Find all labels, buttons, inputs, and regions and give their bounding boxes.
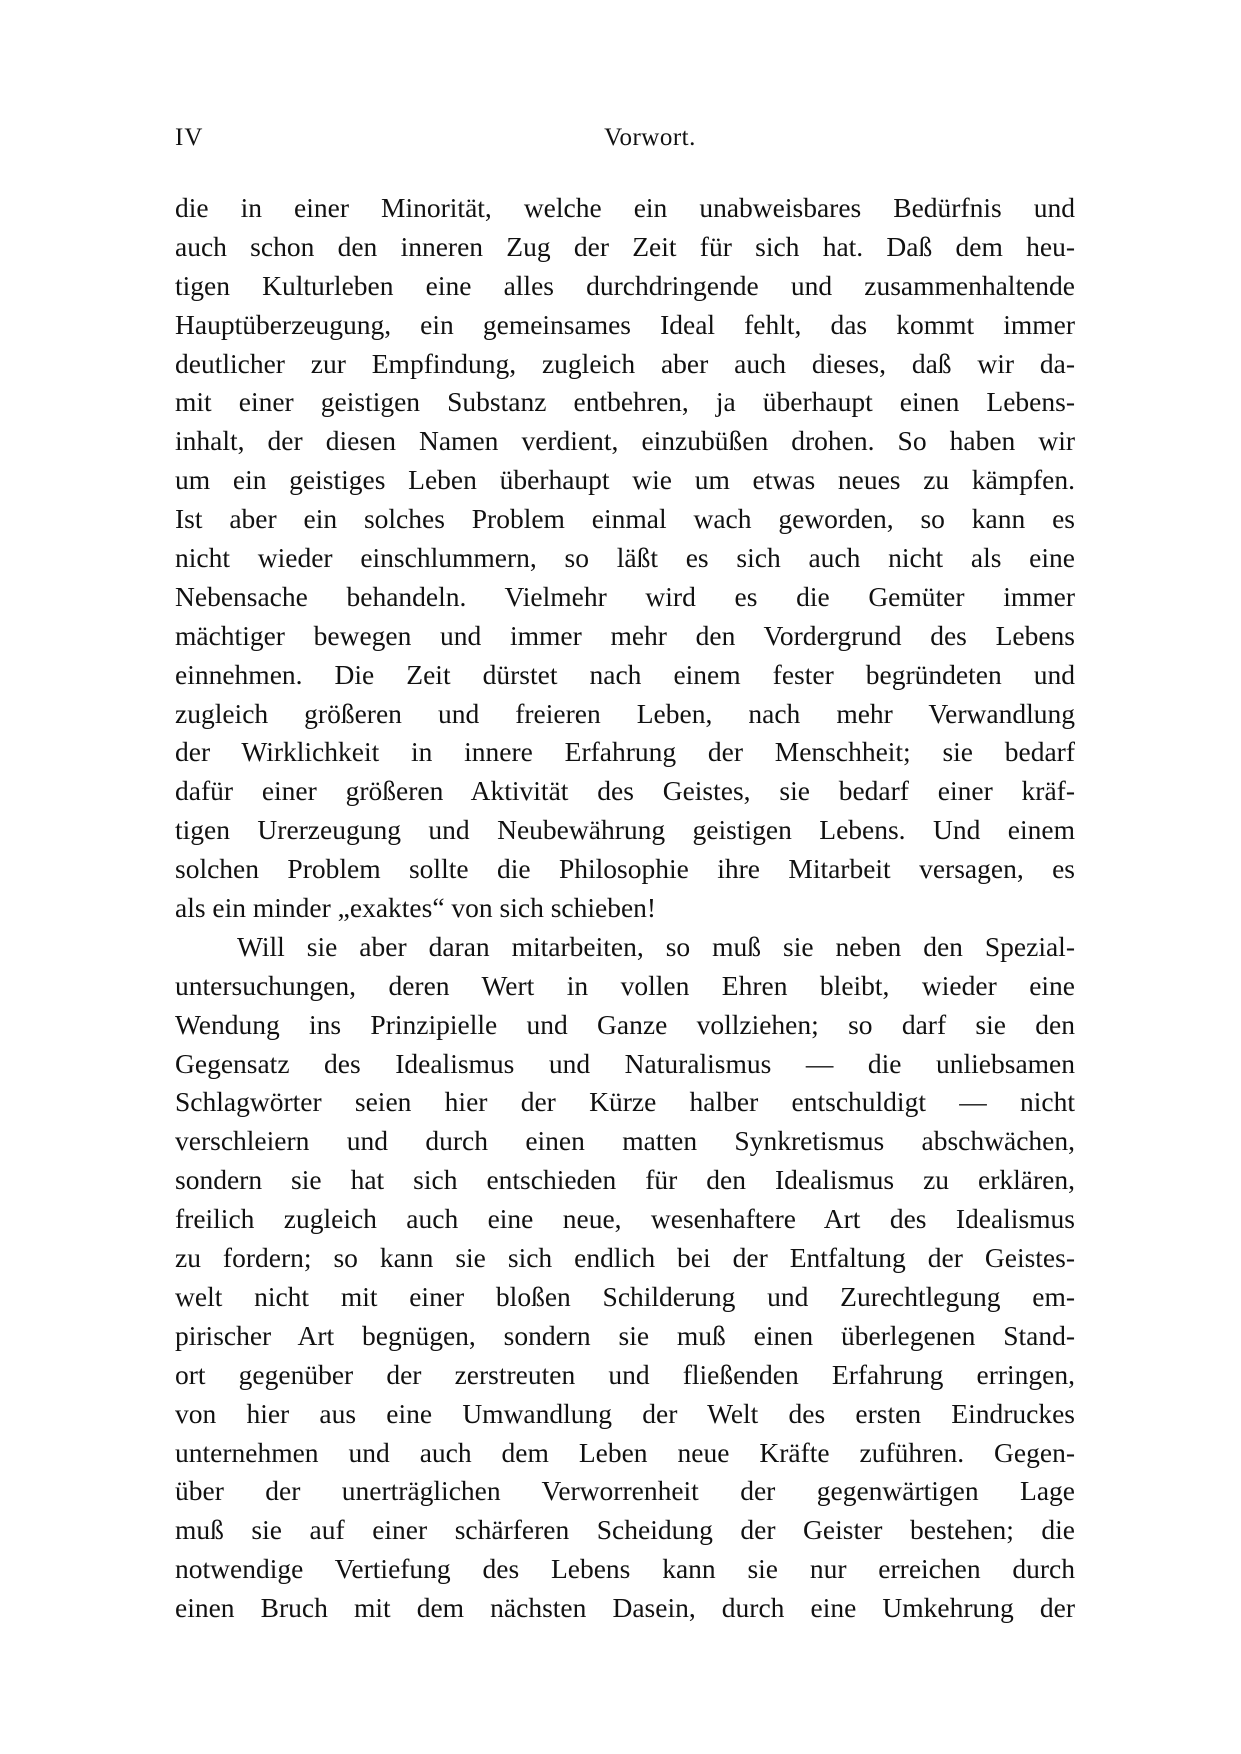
body-text (175, 189, 1075, 1628)
text-line: tigen Kulturleben eine alles durchdringende und zusammenhaltende (175, 269, 1075, 301)
text-line: tigen Urerzeugung und Neubewährung geistigen Lebens. Und einem (175, 814, 1075, 846)
paragraph-first-line: Will sie aber daran mitarbeiten, so muß sie neben den Spezial- (237, 930, 1075, 962)
text-line: untersuchungen, deren Wert in vollen Ehren bleibt, wieder eine (175, 969, 1075, 1001)
text-line: notwendige Vertiefung des Lebens kann sie nur erreichen durch (175, 1553, 1075, 1585)
text-line: ort gegenüber der zerstreuten und fließenden Erfahrung erringen, (175, 1358, 1075, 1390)
text-line: der Wirklichkeit in innere Erfahrung der Menschheit; sie bedarf (175, 736, 1075, 768)
text-line: muß sie auf einer schärferen Scheidung der Geister bestehen; die (175, 1514, 1075, 1546)
text-line: dafür einer größeren Aktivität des Geistes, sie bedarf einer kräf- (175, 775, 1075, 807)
text-line: freilich zugleich auch eine neue, wesenhaftere Art des Idealismus (175, 1203, 1075, 1235)
text-line: verschleiern und durch einen matten Synkretismus abschwächen, (175, 1125, 1075, 1157)
text-line: die in einer Minorität, welche ein unabweisbares Bedürfnis und (175, 192, 1075, 223)
text-line: unternehmen und auch dem Leben neue Kräfte zuführen. Gegen- (175, 1436, 1075, 1468)
text-line: um ein geistiges Leben überhaupt wie um etwas neues zu kämpfen. (175, 464, 1075, 496)
text-line: solchen Problem sollte die Philosophie ihre Mitarbeit versagen, es (175, 853, 1075, 885)
text-line: Wendung ins Prinzipielle und Ganze vollziehen; so darf sie den (175, 1008, 1075, 1040)
text-line: auch schon den inneren Zug der Zeit für sich hat. Daß dem heu- (175, 230, 1075, 262)
text-line: pirischer Art begnügen, sondern sie muß einen überlegenen Stand- (175, 1319, 1075, 1351)
text-line: mächtiger bewegen und immer mehr den Vordergrund des Lebens (175, 619, 1075, 651)
text-line: sondern sie hat sich entschieden für den Idealismus zu erklären, (175, 1164, 1075, 1196)
page-number: IV (175, 124, 204, 151)
running-title: Vorwort. (604, 124, 696, 151)
text-line: über der unerträglichen Verworrenheit der gegenwärtigen Lage (175, 1475, 1075, 1507)
text-line: Schlagwörter seien hier der Kürze halber entschuldigt — nicht (175, 1086, 1075, 1118)
text-line: mit einer geistigen Substanz entbehren, ja überhaupt einen Lebens- (175, 386, 1075, 418)
text-line: von hier aus eine Umwandlung der Welt des ersten Eindruckes (175, 1397, 1075, 1429)
text-line: Gegensatz des Idealismus und Naturalismus — die unliebsamen (175, 1047, 1075, 1079)
text-line: inhalt, der diesen Namen verdient, einzubüßen drohen. So haben wir (175, 425, 1075, 457)
text-line: zugleich größeren und freieren Leben, nach mehr Verwandlung (175, 697, 1075, 729)
text-line: deutlicher zur Empfindung, zugleich aber auch dieses, daß wir da- (175, 347, 1075, 379)
page-header (175, 118, 1075, 158)
paragraph-last-line: als ein minder „exaktes“ von sich schieben! (175, 892, 657, 924)
text-line: nicht wieder einschlummern, so läßt es sich auch nicht als eine (175, 542, 1075, 574)
text-line: einen Bruch mit dem nächsten Dasein, durch eine Umkehrung der (175, 1592, 1075, 1624)
text-line: Ist aber ein solches Problem einmal wach geworden, so kann es (175, 503, 1075, 535)
text-line: zu fordern; so kann sie sich endlich bei der Entfaltung der Geistes- (175, 1242, 1075, 1274)
text-line: Hauptüberzeugung, ein gemeinsames Ideal fehlt, das kommt immer (175, 308, 1075, 340)
text-line: einnehmen. Die Zeit dürstet nach einem fester begründeten und (175, 658, 1075, 690)
text-line: Nebensache behandeln. Vielmehr wird es die Gemüter immer (175, 580, 1075, 612)
text-line: welt nicht mit einer bloßen Schilderung und Zurechtlegung em- (175, 1280, 1075, 1312)
